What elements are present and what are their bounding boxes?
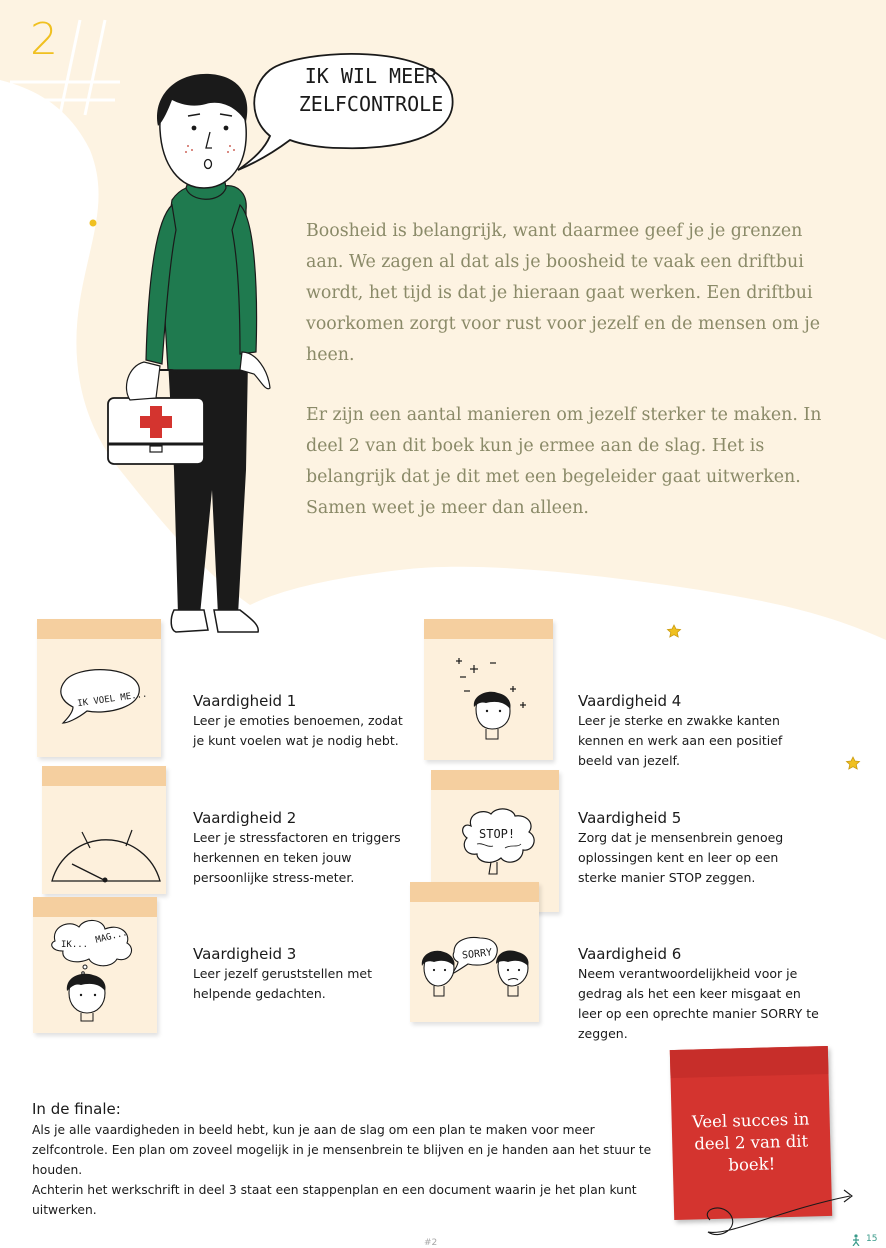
- speech-line-2: ZELFCONTROLE: [298, 92, 444, 116]
- skill-3-description: Leer jezelf geruststellen met helpende gedachten.: [193, 966, 373, 1001]
- note-3-text-a: IK...: [61, 940, 89, 950]
- intro-paragraph-1: Boosheid is belangrijk, want daarmee geef je je grenzen aan. We zagen al dat als je boosheid te vaak een driftbui wordt, het tijd is dat je hieraan gaat werken. Een driftbui voorkomen zorgt voor rust voor jezelf en de mensen om je heen.: [306, 221, 821, 365]
- skill-6-note: [410, 882, 539, 1022]
- callout-text: Veel succes in deel 2 van dit boek!: [691, 1109, 810, 1175]
- skill-3-title: Vaardigheid 3: [193, 945, 297, 963]
- plus-minus-face-icon: [424, 619, 553, 760]
- note-1-text: IK VOEL ME...: [76, 689, 148, 710]
- note-5-text: STOP!: [479, 827, 516, 841]
- skill-1-title: Vaardigheid 1: [193, 692, 297, 710]
- stress-meter-icon: [42, 766, 166, 894]
- chapter-number: 2: [30, 14, 58, 65]
- speech-bubble-text: [296, 62, 446, 118]
- walking-person-icon: [850, 1234, 862, 1246]
- skill-3-note: [33, 897, 157, 1033]
- skill-5-description: Zorg dat je mensenbrein genoeg oplossingen kent en leer op een sterke manier STOP zeggen.: [578, 830, 784, 885]
- note-3-text-b: MAG...: [94, 928, 129, 946]
- skill-5-title: Vaardigheid 5: [578, 809, 682, 827]
- character-illustration: [100, 70, 290, 640]
- speech-line-1: IK WIL MEER: [304, 64, 438, 88]
- skill-4-note: [424, 619, 553, 760]
- skill-2-description: Leer je stressfactoren en triggers herkennen en teken jouw persoonlijke stress-meter.: [193, 830, 401, 885]
- skill-1-note: [37, 619, 161, 757]
- thought-cloud-icon: [33, 897, 157, 1033]
- finale-heading: In de finale:: [32, 1100, 121, 1118]
- skill-2-title: Vaardigheid 2: [193, 809, 297, 827]
- finale-paragraph-2: Achterin het werkschrift in deel 3 staat een stappenplan en een document waarin je het plan kunt uitwerken.: [32, 1183, 637, 1217]
- page-number: 15: [866, 1234, 878, 1244]
- note-6-text: SORRY: [461, 947, 493, 962]
- speech-bubble-icon: [37, 619, 161, 757]
- arrow-squiggle-icon: [690, 1180, 870, 1246]
- finale-paragraph-1: Als je alle vaardigheden in beeld hebt, kun je aan de slag om een plan te maken voor meer zelfcontrole. Een plan om zoveel mogelijk in je mensenbrein te blijven en je handen aan het stuur te houden.: [32, 1123, 652, 1177]
- skill-2-note: [42, 766, 166, 894]
- skill-6-description: Neem verantwoordelijkheid voor je gedrag als het een keer misgaat en leer op een oprechte manier SORRY te zeggen.: [578, 966, 819, 1041]
- sorry-faces-icon: [410, 882, 539, 1022]
- skill-6-title: Vaardigheid 6: [578, 945, 682, 963]
- skill-4-description: Leer je sterke en zwakke kanten kennen en werk aan een positief beeld van jezelf.: [578, 713, 783, 768]
- skill-1-description: Leer je emoties benoemen, zodat je kunt voelen wat je nodig hebt.: [193, 713, 403, 748]
- footer-mark: #2: [424, 1238, 438, 1248]
- skill-4-title: Vaardigheid 4: [578, 692, 682, 710]
- intro-paragraph-2: Er zijn een aantal manieren om jezelf sterker te maken. In deel 2 van dit boek kun je ermee aan de slag. Het is belangrijk dat je dit met een begeleider gaat uitwerken. Samen weet je meer dan alleen.: [306, 405, 822, 518]
